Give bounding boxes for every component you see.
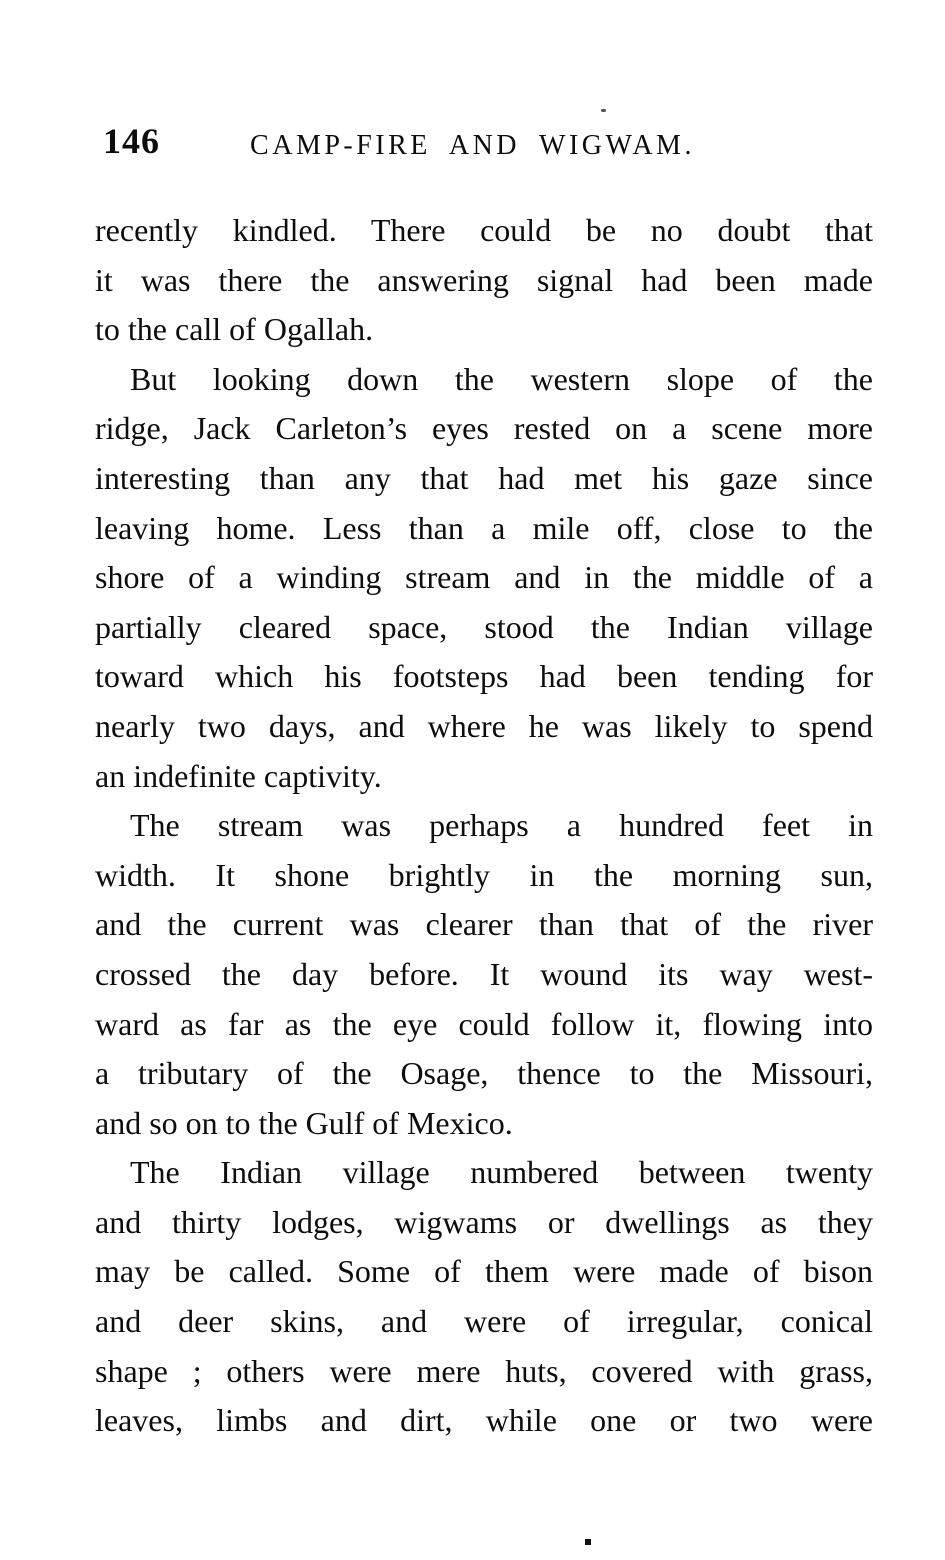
text-line: to the call of Ogallah. xyxy=(95,311,374,348)
paragraph xyxy=(95,206,873,355)
text-line: The Indian village numbered between twenty xyxy=(130,1154,873,1191)
text-line: leaves, limbs and dirt, while one or two were xyxy=(95,1402,873,1439)
text-line: may be called. Some of them were made of bison xyxy=(95,1253,873,1290)
text-line: shape ; others were mere huts, covered with grass, xyxy=(95,1352,873,1389)
text-line: But looking down the western slope of the xyxy=(130,360,873,397)
text-line: crossed the day before. It wound its way west- xyxy=(95,955,873,992)
text-line: it was there the answering signal had been made xyxy=(95,261,873,298)
text-line: shore of a winding stream and in the middle of a xyxy=(95,559,873,596)
paragraph xyxy=(95,801,873,1148)
text-line: and thirty lodges, wigwams or dwellings as they xyxy=(95,1203,873,1240)
text-line: toward which his footsteps had been tending for xyxy=(95,658,873,695)
page-body xyxy=(95,206,873,1446)
text-line: an indefinite captivity. xyxy=(95,757,382,794)
text-line: leaving home. Less than a mile off, close to the xyxy=(95,509,873,546)
text-line: and deer skins, and were of irregular, conical xyxy=(95,1303,873,1340)
text-line: interesting than any that had met his gaze since xyxy=(95,459,873,496)
text-line: recently kindled. There could be no doubt that xyxy=(95,212,873,248)
text-line: and so on to the Gulf of Mexico. xyxy=(95,1104,513,1141)
scan-artifact-dot xyxy=(601,109,606,112)
paragraph xyxy=(95,1148,873,1446)
paragraph xyxy=(95,355,873,801)
scan-artifact-dot xyxy=(585,1539,591,1545)
text-line: nearly two days, and where he was likely to spend xyxy=(95,707,873,744)
page-number: 146 xyxy=(103,121,160,161)
text-line: a tributary of the Osage, thence to the Missouri, xyxy=(95,1055,873,1092)
text-line: and the current was clearer than that of the river xyxy=(95,906,873,943)
running-header: CAMP-FIRE AND WIGWAM. xyxy=(250,130,695,161)
text-line: The stream was perhaps a hundred feet in xyxy=(130,807,873,844)
text-line: ward as far as the eye could follow it, flowing into xyxy=(95,1005,873,1042)
text-line: width. It shone brightly in the morning sun, xyxy=(95,856,873,893)
text-line: ridge, Jack Carleton’s eyes rested on a scene more xyxy=(95,410,873,447)
text-line: partially cleared space, stood the Indian village xyxy=(95,608,873,645)
